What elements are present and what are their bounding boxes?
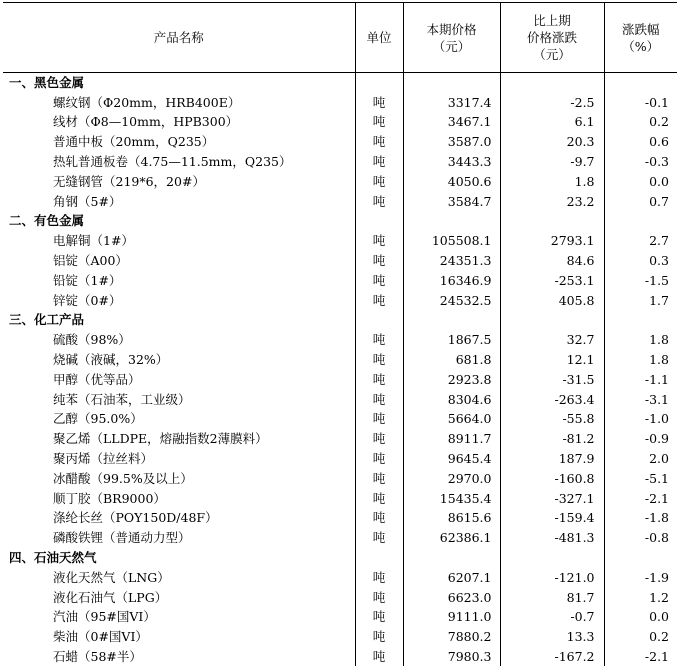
change-cell: 12.1 [500,350,604,370]
price-cell: 24532.5 [403,290,500,310]
percent-cell: -0.3 [604,152,677,172]
table-row [3,627,677,647]
header-percent: 涨跌幅 （%） [604,3,677,73]
category-title: 四、石油天然气 [3,548,355,568]
percent-cell: 0.7 [604,191,677,211]
category-row [3,310,677,330]
price-cell: 8304.6 [403,389,500,409]
percent-cell: 2.7 [604,231,677,251]
change-cell: -121.0 [500,567,604,587]
product-name-cell: 铝锭（A00） [3,251,355,271]
unit-cell: 吨 [355,429,403,449]
percent-cell: 0.3 [604,251,677,271]
product-name-cell: 涤纶长丝（POY150D/48F） [3,508,355,528]
product-name-cell: 石蜡（58#半） [3,647,355,666]
product-name-cell: 冰醋酸（99.5%及以上） [3,468,355,488]
change-cell: -481.3 [500,528,604,548]
table-row [3,429,677,449]
change-cell: -31.5 [500,369,604,389]
percent-cell: 1.8 [604,330,677,350]
empty-cell [403,211,500,231]
category-title: 一、黑色金属 [3,73,355,93]
percent-cell: -1.5 [604,270,677,290]
unit-cell: 吨 [355,647,403,666]
unit-cell: 吨 [355,409,403,429]
category-title: 二、有色金属 [3,211,355,231]
price-cell: 8911.7 [403,429,500,449]
unit-cell: 吨 [355,290,403,310]
change-cell: 13.3 [500,627,604,647]
empty-cell [500,548,604,568]
unit-cell: 吨 [355,567,403,587]
price-cell: 3467.1 [403,112,500,132]
table-row [3,350,677,370]
empty-cell [604,73,677,93]
product-name-cell: 线材（Φ8—10mm，HPB300） [3,112,355,132]
table-header [3,3,677,73]
price-cell: 681.8 [403,350,500,370]
empty-cell [500,73,604,93]
product-name-cell: 甲醇（优等品） [3,369,355,389]
price-cell: 4050.6 [403,171,500,191]
percent-cell: -5.1 [604,468,677,488]
percent-cell: -0.8 [604,528,677,548]
change-cell: 32.7 [500,330,604,350]
table-row [3,270,677,290]
price-cell: 6623.0 [403,587,500,607]
price-cell: 3443.3 [403,152,500,172]
unit-cell: 吨 [355,152,403,172]
price-cell: 9111.0 [403,607,500,627]
unit-cell: 吨 [355,350,403,370]
change-cell: 81.7 [500,587,604,607]
unit-cell: 吨 [355,508,403,528]
change-cell: -327.1 [500,488,604,508]
change-cell: 405.8 [500,290,604,310]
price-cell: 3317.4 [403,92,500,112]
price-cell: 105508.1 [403,231,500,251]
header-unit: 单位 [355,3,403,73]
product-name-cell: 硫酸（98%） [3,330,355,350]
unit-cell: 吨 [355,449,403,469]
price-cell: 7880.2 [403,627,500,647]
price-cell: 2923.8 [403,369,500,389]
table-row [3,251,677,271]
product-name-cell: 纯苯（石油苯，工业级） [3,389,355,409]
empty-cell [355,211,403,231]
empty-cell [604,310,677,330]
unit-cell: 吨 [355,369,403,389]
table-row [3,231,677,251]
empty-cell [500,211,604,231]
price-cell: 6207.1 [403,567,500,587]
table-row [3,567,677,587]
empty-cell [355,310,403,330]
table-row [3,132,677,152]
change-cell: 84.6 [500,251,604,271]
price-cell: 8615.6 [403,508,500,528]
table-row [3,191,677,211]
percent-cell: 2.0 [604,449,677,469]
table-row [3,92,677,112]
unit-cell: 吨 [355,251,403,271]
unit-cell: 吨 [355,330,403,350]
table-row [3,171,677,191]
change-cell: -55.8 [500,409,604,429]
product-name-cell: 电解铜（1#） [3,231,355,251]
table-row [3,468,677,488]
unit-cell: 吨 [355,171,403,191]
unit-cell: 吨 [355,607,403,627]
empty-cell [500,310,604,330]
product-name-cell: 角钢（5#） [3,191,355,211]
percent-cell: 1.7 [604,290,677,310]
percent-cell: 1.2 [604,587,677,607]
table-row [3,508,677,528]
empty-cell [403,548,500,568]
unit-cell: 吨 [355,191,403,211]
price-cell: 9645.4 [403,449,500,469]
table-row [3,449,677,469]
product-name-cell: 乙醇（95.0%） [3,409,355,429]
unit-cell: 吨 [355,389,403,409]
unit-cell: 吨 [355,488,403,508]
empty-cell [355,548,403,568]
empty-cell [403,73,500,93]
table-row [3,488,677,508]
price-cell: 2970.0 [403,468,500,488]
price-cell: 3584.7 [403,191,500,211]
table-row [3,290,677,310]
change-cell: -81.2 [500,429,604,449]
change-cell: 2793.1 [500,231,604,251]
product-name-cell: 聚乙烯（LLDPE，熔融指数2薄膜料） [3,429,355,449]
unit-cell: 吨 [355,468,403,488]
product-name-cell: 烧碱（液碱，32%） [3,350,355,370]
empty-cell [604,211,677,231]
header-price: 本期价格 （元） [403,3,500,73]
product-name-cell: 磷酸铁锂（普通动力型） [3,528,355,548]
product-name-cell: 锌锭（0#） [3,290,355,310]
table-row [3,587,677,607]
table-body [3,73,677,666]
percent-cell: 0.6 [604,132,677,152]
percent-cell: -0.9 [604,429,677,449]
change-cell: -9.7 [500,152,604,172]
change-cell: -167.2 [500,647,604,666]
change-cell: 6.1 [500,112,604,132]
price-cell: 5664.0 [403,409,500,429]
unit-cell: 吨 [355,112,403,132]
unit-cell: 吨 [355,587,403,607]
price-cell: 7980.3 [403,647,500,666]
product-name-cell: 汽油（95#国VI） [3,607,355,627]
price-cell: 24351.3 [403,251,500,271]
percent-cell: 0.2 [604,627,677,647]
product-name-cell: 无缝钢管（219*6，20#） [3,171,355,191]
product-name-cell: 液化天然气（LNG） [3,567,355,587]
unit-cell: 吨 [355,132,403,152]
product-name-cell: 铅锭（1#） [3,270,355,290]
header-change: 比上期 价格涨跌 （元） [500,3,604,73]
percent-cell: -1.1 [604,369,677,389]
category-row [3,73,677,93]
percent-cell: -2.1 [604,647,677,666]
product-name-cell: 聚丙烯（拉丝料） [3,449,355,469]
empty-cell [355,73,403,93]
table-row [3,409,677,429]
unit-cell: 吨 [355,627,403,647]
unit-cell: 吨 [355,270,403,290]
category-title: 三、化工产品 [3,310,355,330]
table-row [3,330,677,350]
product-name-cell: 液化石油气（LPG） [3,587,355,607]
change-cell: 20.3 [500,132,604,152]
empty-cell [604,548,677,568]
percent-cell: -0.1 [604,92,677,112]
price-cell: 3587.0 [403,132,500,152]
change-cell: 187.9 [500,449,604,469]
table-row [3,152,677,172]
change-cell: -2.5 [500,92,604,112]
table-row [3,647,677,666]
product-name-cell: 热轧普通板卷（4.75—11.5mm，Q235） [3,152,355,172]
price-table [3,2,677,666]
percent-cell: 0.0 [604,607,677,627]
table-row [3,528,677,548]
table-row [3,369,677,389]
table-row [3,389,677,409]
percent-cell: -3.1 [604,389,677,409]
change-cell: 23.2 [500,191,604,211]
category-row [3,211,677,231]
product-name-cell: 螺纹钢（Φ20mm，HRB400E） [3,92,355,112]
percent-cell: 0.0 [604,171,677,191]
table-row [3,112,677,132]
product-name-cell: 普通中板（20mm，Q235） [3,132,355,152]
change-cell: -159.4 [500,508,604,528]
change-cell: -0.7 [500,607,604,627]
product-name-cell: 顺丁胶（BR9000） [3,488,355,508]
percent-cell: 0.2 [604,112,677,132]
percent-cell: -1.8 [604,508,677,528]
empty-cell [403,310,500,330]
price-cell: 1867.5 [403,330,500,350]
percent-cell: 1.8 [604,350,677,370]
unit-cell: 吨 [355,231,403,251]
category-row [3,548,677,568]
change-cell: 1.8 [500,171,604,191]
price-cell: 62386.1 [403,528,500,548]
price-cell: 16346.9 [403,270,500,290]
unit-cell: 吨 [355,92,403,112]
percent-cell: -1.0 [604,409,677,429]
unit-cell: 吨 [355,528,403,548]
change-cell: -160.8 [500,468,604,488]
percent-cell: -2.1 [604,488,677,508]
header-product-name: 产品名称 [3,3,355,73]
change-cell: -253.1 [500,270,604,290]
table-row [3,607,677,627]
percent-cell: -1.9 [604,567,677,587]
change-cell: -263.4 [500,389,604,409]
product-name-cell: 柴油（0#国VI） [3,627,355,647]
price-cell: 15435.4 [403,488,500,508]
